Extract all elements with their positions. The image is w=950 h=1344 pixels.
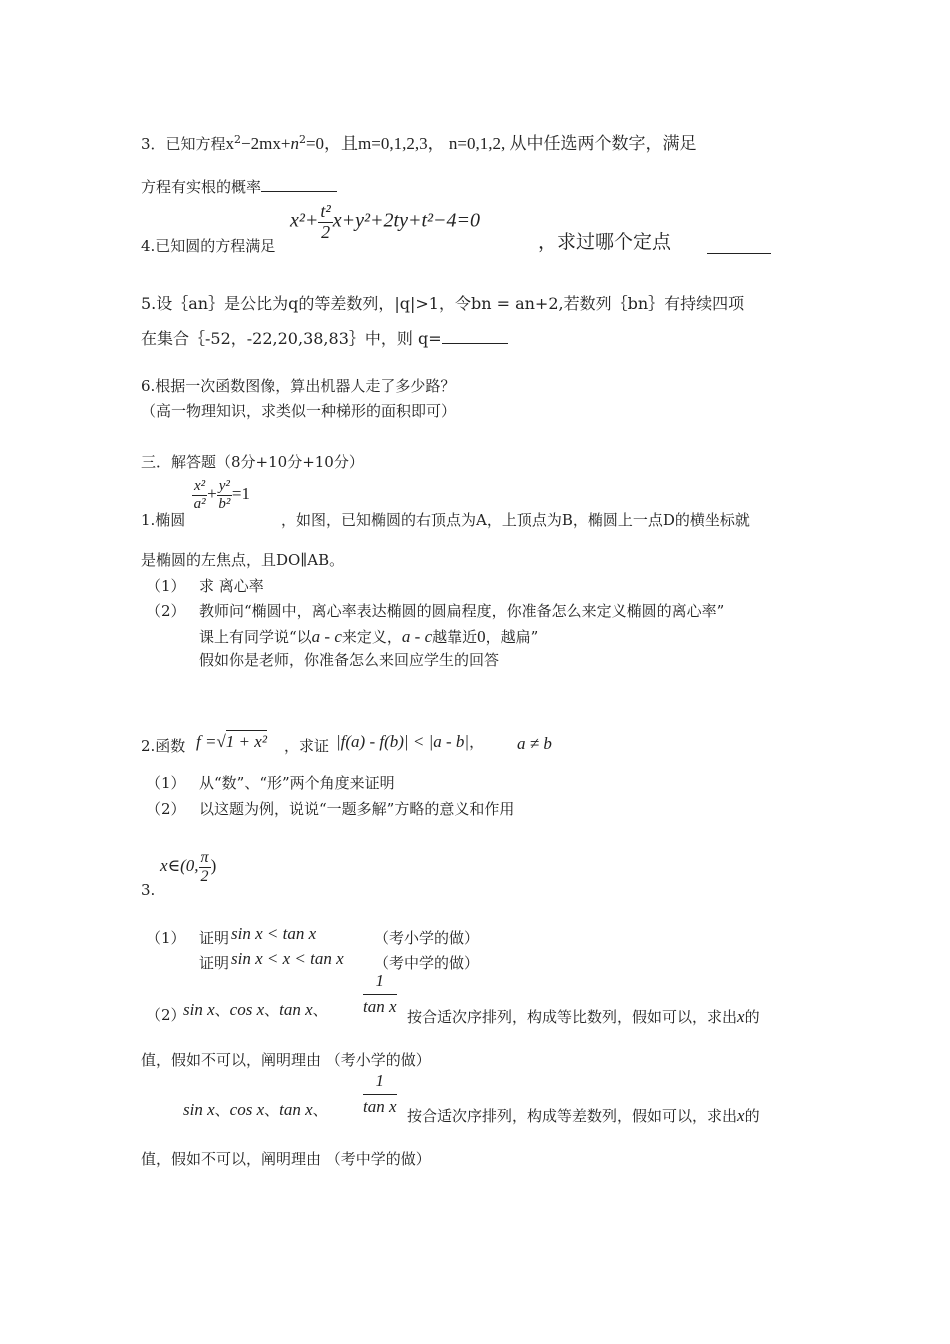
- p1-text1: ，如图，已知椭圆的右顶点为A，上顶点为B，椭圆上一点D的横坐标就: [281, 511, 750, 529]
- p2-condition: a ≠ b: [517, 734, 552, 753]
- q6-line1: 6.根据一次函数图像，算出机器人走了多少路？: [141, 377, 456, 395]
- p1-sub2-line2: 课上有同学说“以a - c来定义，a - c越靠近0，越扁”: [199, 627, 539, 646]
- p2-inequality: |f(a) - f(b)| < |a - b|，: [336, 732, 485, 751]
- answer-blank[interactable]: [442, 342, 508, 344]
- p3-geo-text: 按合适次序排列，构成等比数列，假如可以，求出x的: [407, 1007, 760, 1026]
- p3-interval: x∈(0, $\frac{\pi}{2}$ ): [160, 849, 217, 885]
- p3-ari-line2: 值，假如不可以，阐明理由 （考中学的做）: [141, 1150, 431, 1168]
- q4-label: 4.已知圆的方程满足: [141, 237, 276, 255]
- answer-blank[interactable]: [707, 252, 771, 254]
- q4-equation: x²+ $\frac{\text{t²}}{2}$ x+y²+2ty+t²−4=0: [290, 201, 480, 242]
- p1-ellipse-equation: $\frac{\text{x²}}{\text{a²}}$ + $\frac{\text{y²}}{\text{b²}}$ =1: [193, 478, 250, 512]
- p2-prove: ，求证: [284, 737, 330, 755]
- answer-blank[interactable]: [261, 190, 337, 192]
- p3-geo-fraction: $\frac{1}{\text{tan x}}$: [363, 971, 397, 1016]
- q3-line1: 3．已知方程$x^2-2mx+n^2=0$，且m=0,1,2,3， n=0,1,2, 从中任选两个数字，满足: [141, 133, 697, 153]
- p3-note2: （考中学的做）: [374, 954, 480, 972]
- p3-label: 3.: [141, 881, 156, 899]
- p1-sub2-num: （2）: [146, 602, 186, 620]
- p3-ineq1: sin x < tan x: [231, 924, 317, 943]
- p3-note1: （考小学的做）: [374, 929, 480, 947]
- p3-ineq2: sin x < x < tan x: [231, 949, 344, 968]
- p1-text2: 是椭圆的左焦点，且DO∥AB。: [141, 551, 345, 569]
- p1-label: 1.椭圆: [141, 511, 186, 529]
- q4-tail: ，求过哪个定点: [538, 231, 672, 253]
- p2-function: f =√1 + x²: [196, 732, 267, 751]
- p3-sub1-num: （1）: [146, 929, 186, 947]
- q5-line2: 在集合｛-52，-22,20,38,83｝中，则 q=: [141, 331, 508, 347]
- p3-sub2-num: （2）: [146, 1006, 186, 1024]
- q5-line1: 5.设｛an｝是公比为q的等差数列，|q|>1，令bn = an+2,若数列｛bn｝有持续四项: [141, 294, 745, 313]
- p3-ari-fraction: $\frac{1}{\text{tan x}}$: [363, 1071, 397, 1116]
- q3-line2: 方程有实根的概率: [141, 180, 337, 195]
- p3-prove1: 证明: [199, 929, 230, 947]
- q6-line2: （高一物理知识，求类似一种梯形的面积即可）: [141, 402, 457, 420]
- section-title: 三．解答题（8分+10分+10分）: [141, 453, 364, 471]
- p2-sub2-num: （2）: [146, 800, 186, 818]
- p3-prove2: 证明: [199, 954, 230, 972]
- p3-geo-line2: 值，假如不可以，阐明理由 （考小学的做）: [141, 1051, 431, 1069]
- p3-ari-text: 按合适次序排列，构成等差数列，假如可以，求出x的: [407, 1106, 760, 1125]
- p2-sub2: 以这题为例，说说“一题多解”方略的意义和作用: [199, 800, 515, 818]
- p1-sub1: 求 离心率: [199, 577, 264, 595]
- p1-sub2: 教师问“椭圆中，离心率表达椭圆的圆扁程度，你准备怎么来定义椭圆的离心率”: [199, 602, 725, 620]
- p3-geo-terms: sin x、cos x、tan x、: [183, 1000, 328, 1019]
- p2-sub1: 从“数”、“形”两个角度来证明: [199, 774, 395, 792]
- p2-label: 2.函数: [141, 737, 186, 755]
- p3-ari-terms: sin x、cos x、tan x、: [183, 1100, 328, 1119]
- p1-sub2-line3: 假如你是老师，你准备怎么来回应学生的回答: [199, 651, 500, 669]
- p1-sub1-num: （1）: [146, 577, 186, 595]
- p2-sub1-num: （1）: [146, 774, 186, 792]
